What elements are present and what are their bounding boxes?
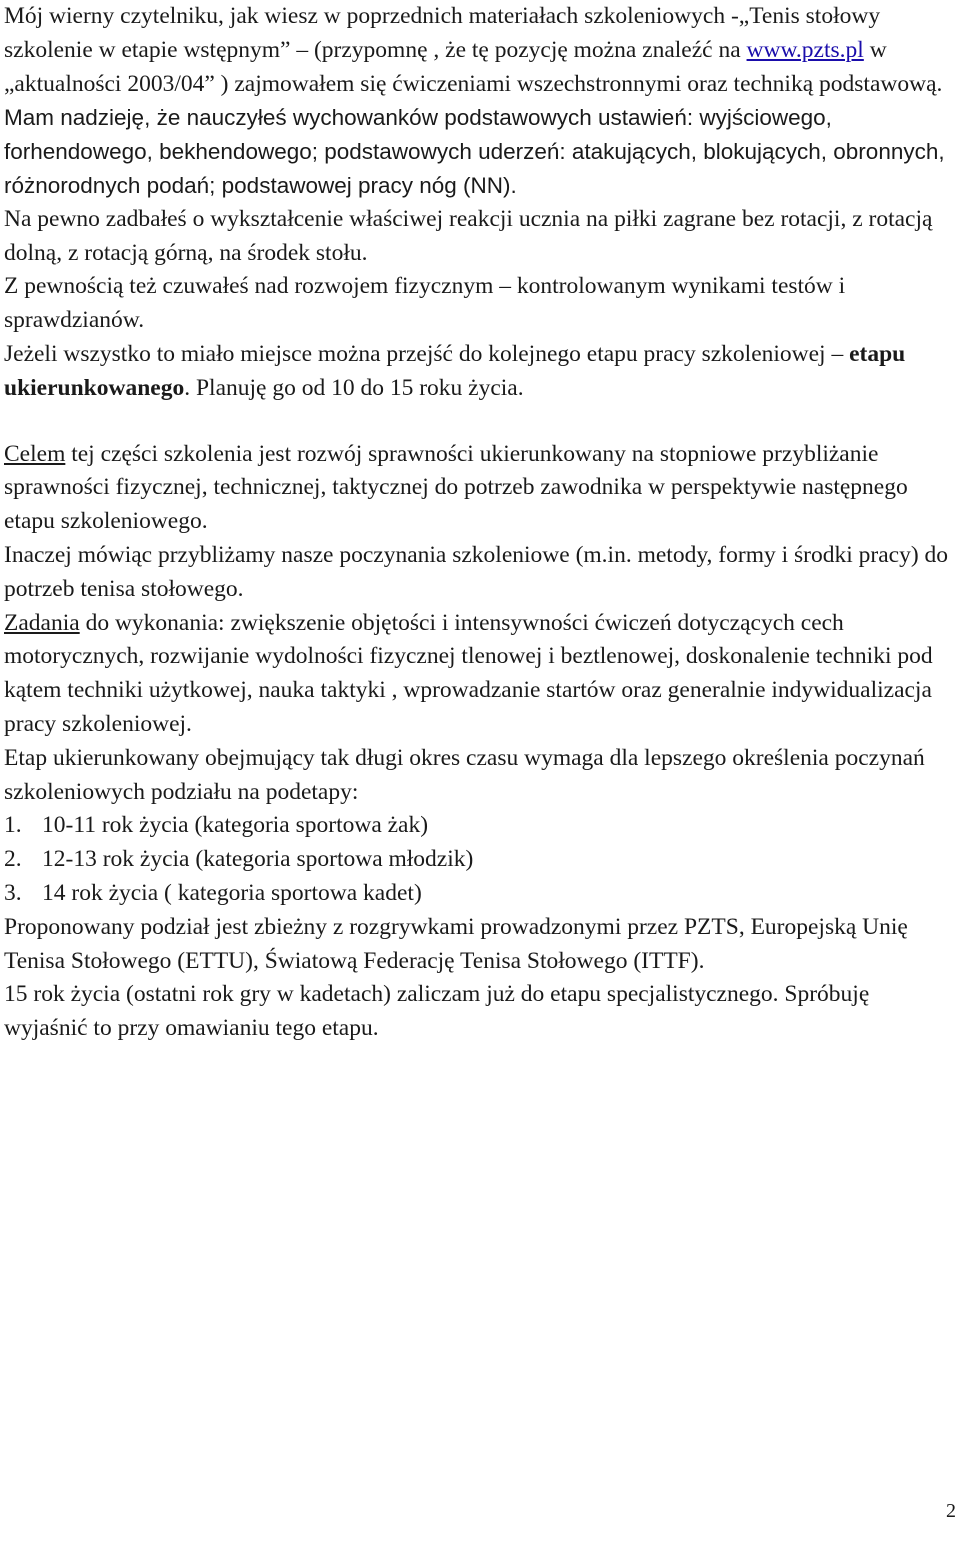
substages-paragraph: Etap ukierunkowany obejmujący tak długi okres czasu wymaga dla lepszego określenia poczynań szkoleniowych podziału na podetapy:	[4, 744, 925, 805]
list-item	[4, 877, 956, 911]
federation-paragraph: Proponowany podział jest zbieżny z rozgrywkami prowadzonymi przez PZTS, Europejską Unię Tenisa Stołowego (ETTU), Światową Federację Tenisa Stołowego (ITTF).	[4, 913, 908, 974]
list-text: 10-11 rok życia (kategoria sportowa żak)	[42, 812, 429, 839]
next-stage-text-start: Jeżeli wszystko to miało miejsce można przejść do kolejnego etapu pracy szkoleniowej –	[4, 340, 850, 367]
approach-paragraph: Inaczej mówiąc przybliżamy nasze poczynania szkoleniowe (m.in. metody, formy i środki pracy) do potrzeb tenisa stołowego.	[4, 541, 949, 602]
next-stage-text-end: . Planuję go od 10 do 15 roku życia.	[184, 374, 524, 401]
goal-text: tej części szkolenia jest rozwój sprawności ukierunkowany na stopniowe przybliżanie sprawności fizycznej, technicznej, taktycznej do potrzeb zawodnika w perspektywie następnego etapu szkoleniowego.	[4, 440, 908, 535]
fitness-paragraph: Z pewnością też czuwałeś nad rozwojem fizycznym – kontrolowanym wynikami testów i sprawdzianów.	[4, 273, 846, 334]
intro-paragraph	[4, 0, 956, 101]
skills-paragraph: Mam nadzieję, że nauczyłeś wychowanków podstawowych ustawień: wyjściowego, forhendowego, bekhendowego; podstawowych uderzeń: atakujących, blokujących, obronnych, różnorodnych podań; podstawowej pracy nóg (NN).	[4, 105, 945, 198]
reaction-paragraph: Na pewno zadbałeś o wykształcenie właściwej reakcji ucznia na piłki zagrane bez rotacji, z rotacją dolną, z rotacją górną, na środek stołu.	[4, 205, 933, 266]
document-page	[4, 0, 956, 1046]
list-item	[4, 843, 956, 877]
tasks-label: Zadania	[4, 609, 80, 636]
closing-paragraph: 15 rok życia (ostatni rok gry w kadetach) zaliczam już do etapu specjalistycznego. Spróbuję wyjaśnić to przy omawianiu tego etapu.	[4, 981, 870, 1042]
pzts-link[interactable]: www.pzts.pl	[746, 36, 864, 63]
list-number: 2.	[4, 846, 22, 873]
list-text: 12-13 rok życia (kategoria sportowa młodzik)	[42, 846, 474, 873]
paragraph-gap	[4, 406, 956, 438]
page-number: 2	[946, 1500, 956, 1522]
list-number: 3.	[4, 879, 22, 906]
next-stage-paragraph	[4, 338, 956, 406]
list-item	[4, 809, 956, 843]
goal-label: Celem	[4, 440, 66, 467]
stage-name-bold: etapu ukierunkowanego	[4, 340, 906, 401]
intro-text-end: w „aktualności 2003/04” ) zajmowałem się ćwiczeniami wszechstronnymi oraz techniką podstawową.	[4, 36, 943, 97]
list-number: 1.	[4, 812, 22, 839]
tasks-text: do wykonania: zwiększenie objętości i intensywności ćwiczeń dotyczących cech motorycznych, rozwijanie wydolności fizycznej tlenowej i beztlenowej, doskonalenie techniki pod kątem techniki użytkowej, nauka taktyki , wprowadzanie startów oraz generalnie indywidualizacja pracy szkoleniowej.	[4, 609, 933, 737]
list-text: 14 rok życia ( kategoria sportowa kadet)	[42, 879, 422, 906]
tasks-paragraph	[4, 607, 956, 742]
intro-text-start: Mój wierny czytelniku, jak wiesz w poprzednich materiałach szkoleniowych -„Tenis stołowy szkolenie w etapie wstępnym” – (przypomnę , że tę pozycję można znaleźć na	[4, 3, 881, 63]
goal-paragraph	[4, 438, 956, 539]
